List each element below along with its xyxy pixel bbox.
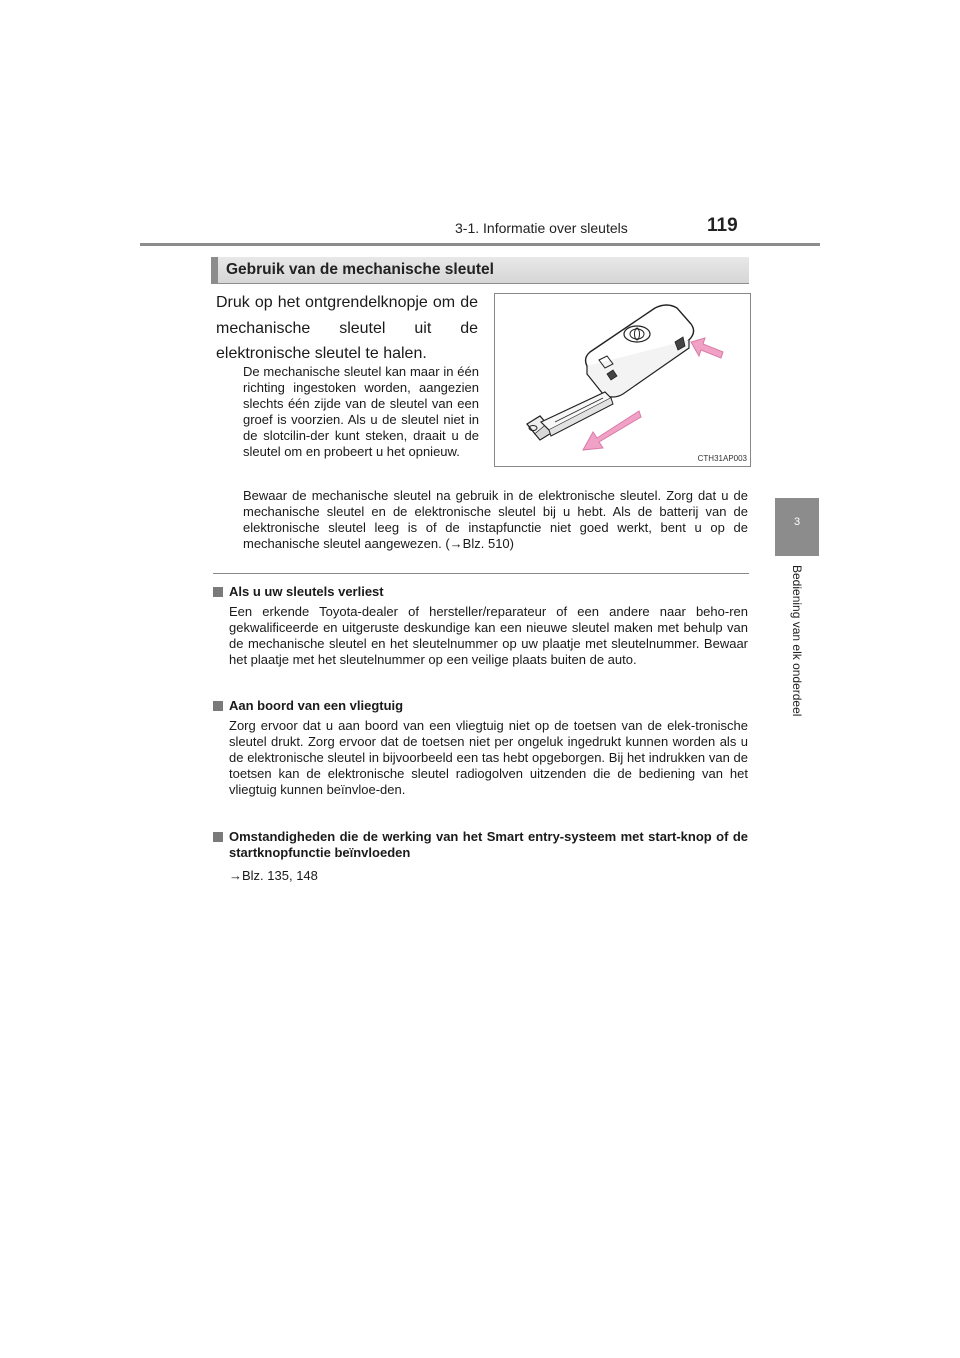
key-drawing <box>495 294 750 466</box>
info-title: Aan boord van een vliegtuig <box>229 698 404 713</box>
info-smart-entry <box>213 829 748 884</box>
page-reference: →Blz. 135, 148 <box>229 868 318 883</box>
key-illustration <box>494 293 751 467</box>
square-bullet-icon <box>213 832 223 842</box>
info-heading <box>213 698 748 714</box>
info-title: Omstandigheden die de werking van het Smart entry-systeem met start-knop of de startknopfunctie beïnvloeden <box>229 829 748 860</box>
info-lost-keys <box>213 584 748 668</box>
section-heading: Gebruik van de mechanische sleutel <box>226 261 494 278</box>
tab-rule <box>775 243 819 246</box>
section-heading-marker <box>211 257 218 284</box>
square-bullet-icon <box>213 587 223 597</box>
page-number: 119 <box>707 215 738 236</box>
section-title: 3-1. Informatie over sleutels <box>455 220 628 236</box>
info-title: Als u uw sleutels verliest <box>229 584 384 599</box>
square-bullet-icon <box>213 701 223 711</box>
info-body: Zorg ervoor dat u aan boord van een vliegtuig niet op de toetsen van de elek-tronische sleutel drukt. Zorg ervoor dat de toetsen niet per ongeluk ingedrukt kunnen worden als u de elektronische sleutel in bijvoorbeeld een tas hebt opgeborgen. Bij het indrukken van de toetsen kan de elektronische sleutel radiogolven uitzenden die de bediening van het vliegtuig kunnen beïnvloe-den. <box>229 718 748 797</box>
storage-note: Bewaar de mechanische sleutel na gebruik in de elektronische sleutel. Zorg dat u de mechanische sleutel en de elektronische sleutel bij u hebt. Als de batterij van de elektronische sleutel leeg is of de instapfunctie niet goed werkt, bent u op de mechanische sleutel aangewezen. (→Blz. 510) <box>243 488 748 551</box>
info-body: Een erkende Toyota-dealer of hersteller/reparateur of een andere naar beho-ren gekwalificeerde en uitgeruste deskundige kan een nieuwe sleutel maken met behulp van de mechanische sleutel en het sleutelnummer op uw plaatje met sleutelnummer. Bewaar het plaatje met het sleutelnummer op een veilige plaats buiten de auto. <box>229 604 748 667</box>
section-divider <box>213 573 749 574</box>
chapter-number: 3 <box>793 516 801 528</box>
note-text: De mechanische sleutel kan maar in één richting ingestoken worden, aangezien slechts één zijde van de sleutel van een groef is voorzien. Als u de sleutel niet in de slotcilin-der kunt steken, draait u de sleutel om en probeert u het opnieuw. <box>243 364 479 459</box>
figure-code: CTH31AP003 <box>697 454 747 463</box>
instruction-text: Druk op het ontgrendelknopje om de mechanische sleutel uit de elektronische sleutel te halen. <box>216 294 478 362</box>
info-heading <box>213 829 748 861</box>
chapter-label: Bediening van elk onderdeel <box>790 565 804 717</box>
info-airplane <box>213 698 748 798</box>
header-rule <box>140 243 820 246</box>
info-heading <box>213 584 748 600</box>
